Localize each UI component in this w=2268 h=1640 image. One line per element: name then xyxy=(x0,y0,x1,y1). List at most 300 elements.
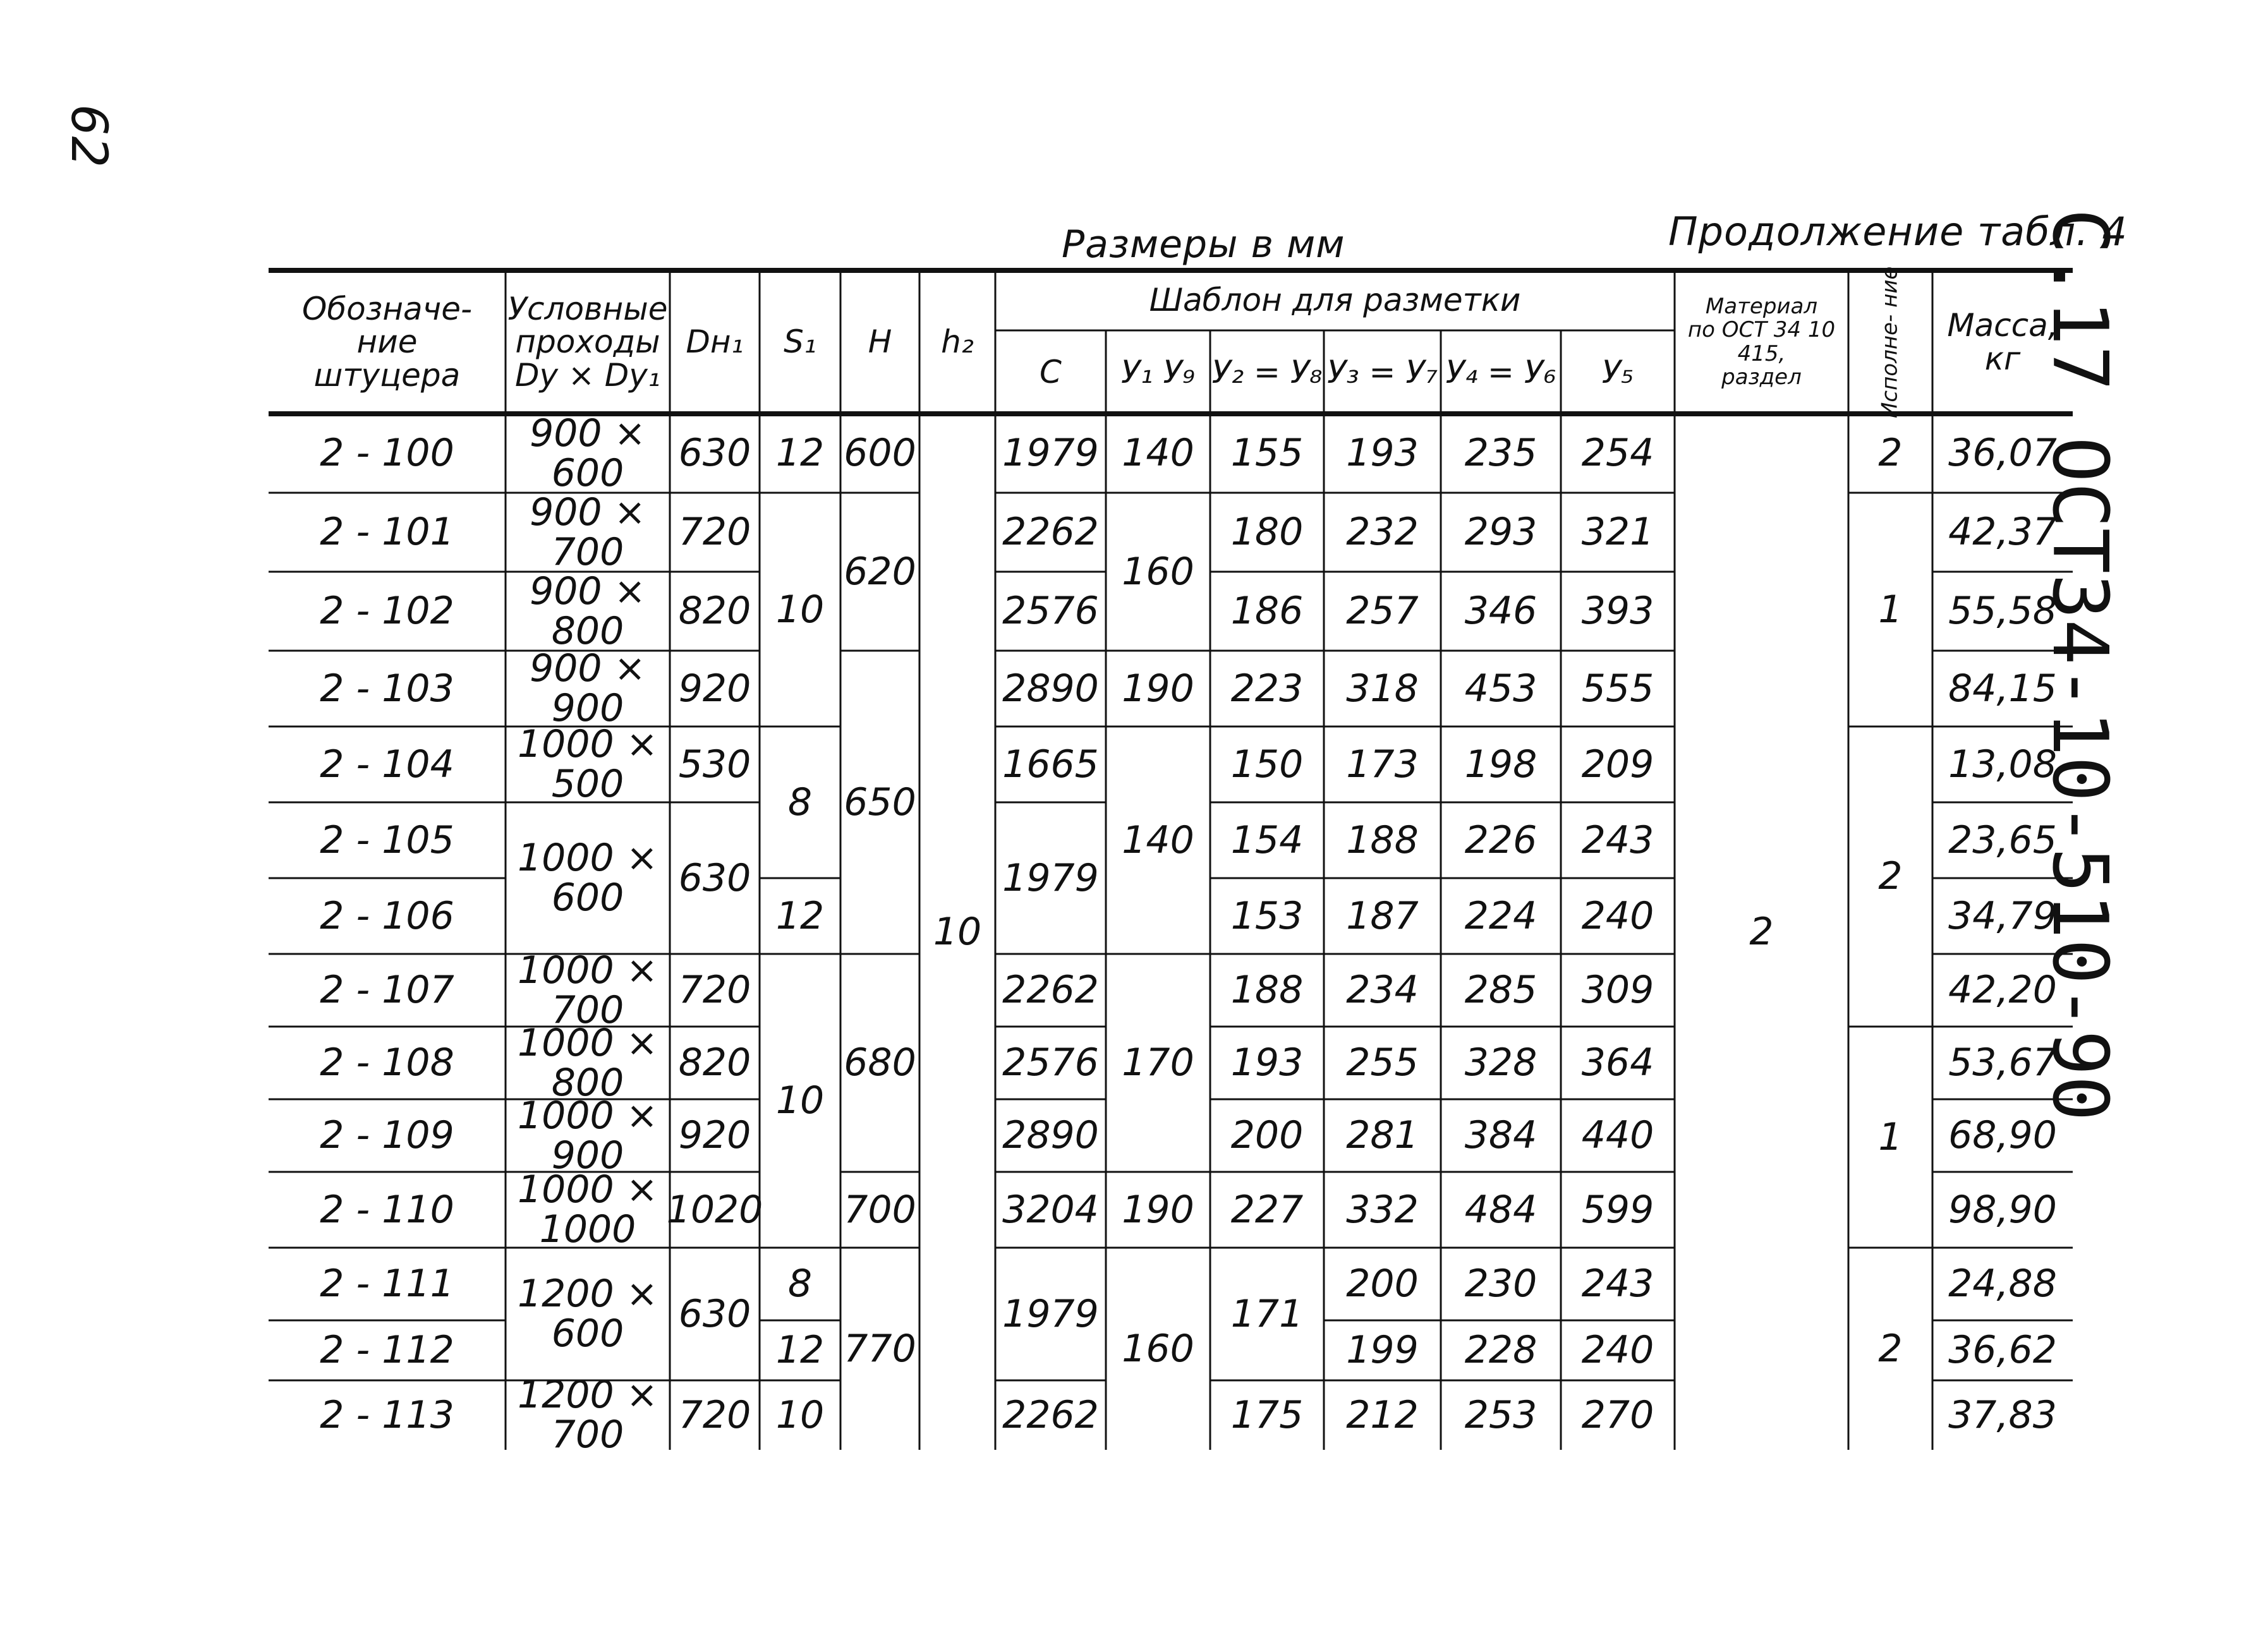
cell-y5-text: 254 xyxy=(1581,431,1654,475)
cell-dn1-text: 920 xyxy=(678,666,751,711)
cell-y4-y6 xyxy=(1441,493,1561,572)
cell-y5 xyxy=(1561,1380,1675,1450)
cell-y4-y6-text: 235 xyxy=(1464,431,1537,475)
header-y2-y8 xyxy=(1210,330,1324,414)
header-y4-y6-text: У₄ = У₆ xyxy=(1445,353,1556,390)
cell-passages-text: 900 × 600 xyxy=(530,411,646,495)
cell-y4-y6-text: 293 xyxy=(1464,510,1537,554)
cell-y3-y7 xyxy=(1324,1320,1441,1380)
cell-dn1 xyxy=(670,1248,760,1380)
cell-mass-text: 98,90 xyxy=(1948,1187,2057,1232)
cell-designation xyxy=(269,727,506,802)
cell-mass-text: 37,83 xyxy=(1948,1392,2057,1437)
cell-y4-y6-text: 228 xyxy=(1464,1328,1537,1372)
cell-y3-y7 xyxy=(1324,954,1441,1027)
cell-dn1-text: 720 xyxy=(678,968,751,1012)
cell-y5-text: 209 xyxy=(1581,742,1654,787)
cell-designation xyxy=(269,1027,506,1099)
cell-version xyxy=(1848,493,1932,727)
cell-y5 xyxy=(1561,1027,1675,1099)
cell-y4-y6-text: 224 xyxy=(1464,893,1537,938)
cell-y2-y8 xyxy=(1210,1099,1324,1172)
cell-y3-y7 xyxy=(1324,1248,1441,1320)
cell-s1-text: 8 xyxy=(787,780,813,824)
cell-version-text: 1 xyxy=(1878,1114,1903,1159)
cell-y4-y6-text: 328 xyxy=(1464,1040,1537,1085)
header-s1 xyxy=(760,270,840,414)
cell-h2-text: 10 xyxy=(933,909,982,954)
cell-dn1-text: 1020 xyxy=(666,1187,763,1232)
cell-c xyxy=(995,493,1106,572)
cell-y2-y8 xyxy=(1210,1172,1324,1248)
header-h2-text: h₂ xyxy=(941,323,974,361)
cell-y1-y9-text: 140 xyxy=(1122,431,1194,475)
cell-passages xyxy=(506,1020,670,1105)
cell-version xyxy=(1848,1248,1932,1450)
cell-passages xyxy=(506,722,670,806)
header-version xyxy=(1848,266,1932,418)
cell-y3-y7 xyxy=(1324,1099,1441,1172)
table-continuation-label: Продолжение табл. 4 xyxy=(1668,208,2128,255)
header-y3-y7 xyxy=(1324,330,1441,414)
cell-mass xyxy=(1932,493,2073,572)
cell-mass-text: 34,79 xyxy=(1948,893,2057,938)
cell-y2-y8-text: 186 xyxy=(1230,589,1304,633)
cell-y5-text: 243 xyxy=(1581,1262,1654,1306)
cell-mass-text: 24,88 xyxy=(1948,1262,2057,1306)
cell-y5-text: 393 xyxy=(1581,589,1654,633)
cell-y5 xyxy=(1561,651,1675,727)
cell-passages-text: 900 × 700 xyxy=(530,490,646,574)
header-y5-text: У₅ xyxy=(1601,353,1634,390)
cell-dn1 xyxy=(666,1172,763,1248)
cell-y2-y8-text: 155 xyxy=(1230,431,1304,475)
cell-h xyxy=(840,414,919,493)
cell-mass-text: 53,67 xyxy=(1948,1040,2057,1085)
cell-passages xyxy=(506,1248,670,1380)
cell-y4-y6-text: 346 xyxy=(1464,589,1537,633)
cell-y2-y8-text: 227 xyxy=(1230,1187,1304,1232)
cell-mass-text: 68,90 xyxy=(1948,1113,2057,1157)
cell-y4-y6 xyxy=(1441,1320,1561,1380)
header-h-text: H xyxy=(868,323,892,361)
cell-s1-text: 12 xyxy=(775,1328,825,1372)
cell-y2-y8 xyxy=(1210,878,1324,954)
cell-y2-y8 xyxy=(1210,727,1324,802)
cell-y2-y8 xyxy=(1210,651,1324,727)
cell-y2-y8-text: 171 xyxy=(1230,1291,1304,1336)
cell-y3-y7-text: 173 xyxy=(1346,742,1419,787)
sizes-caption: Размеры в мм xyxy=(1062,222,1345,267)
cell-y5-text: 270 xyxy=(1581,1392,1654,1437)
cell-h xyxy=(840,954,919,1172)
cell-y4-y6 xyxy=(1441,878,1561,954)
cell-y4-y6 xyxy=(1441,414,1561,493)
cell-passages-text: 1200 × 700 xyxy=(517,1373,658,1457)
cell-s1-text: 10 xyxy=(775,1078,825,1123)
cell-mass-text: 13,08 xyxy=(1948,742,2057,787)
cell-dn1-text: 720 xyxy=(678,1392,751,1437)
cell-y3-y7 xyxy=(1324,651,1441,727)
cell-designation-text: 2 - 102 xyxy=(320,589,454,633)
cell-passages xyxy=(506,1093,670,1178)
cell-y4-y6-text: 384 xyxy=(1464,1113,1537,1157)
cell-y1-y9-text: 190 xyxy=(1122,666,1194,711)
cell-y4-y6-text: 226 xyxy=(1464,817,1537,862)
header-y4-y6 xyxy=(1441,330,1561,414)
doc-code-standard: ОСТ34-10-510-90 xyxy=(2035,437,2123,1121)
cell-c xyxy=(995,727,1106,802)
cell-passages xyxy=(506,490,670,574)
cell-y3-y7-text: 199 xyxy=(1346,1328,1419,1372)
cell-y4-y6 xyxy=(1441,1380,1561,1450)
cell-y4-y6-text: 484 xyxy=(1464,1187,1537,1232)
cell-s1 xyxy=(760,1320,840,1380)
header-y3-y7-text: У₃ = У₇ xyxy=(1327,353,1438,390)
cell-mass xyxy=(1932,572,2073,651)
cell-y5 xyxy=(1561,1320,1675,1380)
header-dn1 xyxy=(670,270,760,414)
cell-c xyxy=(995,414,1106,493)
cell-dn1-text: 820 xyxy=(678,1040,751,1085)
header-h xyxy=(840,270,919,414)
cell-passages-text: 1000 × 700 xyxy=(517,948,658,1032)
cell-y4-y6-text: 230 xyxy=(1464,1262,1537,1306)
cell-y3-y7 xyxy=(1324,878,1441,954)
cell-version-text: 2 xyxy=(1878,854,1903,898)
cell-version-text: 1 xyxy=(1878,587,1903,632)
cell-c xyxy=(995,1248,1106,1380)
cell-designation xyxy=(269,1099,506,1172)
cell-y1-y9 xyxy=(1106,1172,1210,1248)
header-y2-y8-text: У₂ = У₈ xyxy=(1211,353,1323,390)
cell-y5-text: 440 xyxy=(1581,1113,1654,1157)
cell-y3-y7-text: 255 xyxy=(1346,1040,1419,1085)
cell-y5-text: 555 xyxy=(1581,666,1654,711)
cell-y3-y7-text: 318 xyxy=(1346,666,1419,711)
cell-passages xyxy=(506,646,670,730)
header-y5 xyxy=(1561,330,1675,414)
cell-y4-y6 xyxy=(1441,572,1561,651)
cell-y3-y7 xyxy=(1324,1172,1441,1248)
cell-c xyxy=(995,651,1106,727)
cell-y3-y7 xyxy=(1324,1380,1441,1450)
cell-designation-text: 2 - 113 xyxy=(320,1392,454,1437)
cell-dn1-text: 630 xyxy=(678,1291,751,1336)
cell-mass-text: 55,58 xyxy=(1948,589,2057,633)
header-h2 xyxy=(919,270,995,414)
cell-y5 xyxy=(1561,878,1675,954)
cell-c-text: 2576 xyxy=(1002,589,1099,633)
cell-dn1 xyxy=(670,727,760,802)
cell-designation-text: 2 - 109 xyxy=(320,1113,454,1157)
cell-y2-y8 xyxy=(1210,493,1324,572)
cell-y5 xyxy=(1561,727,1675,802)
cell-version xyxy=(1848,727,1932,1027)
cell-designation-text: 2 - 110 xyxy=(320,1187,454,1232)
cell-mass xyxy=(1932,802,2073,878)
header-y1-y9-text: У₁ У₉ xyxy=(1121,353,1195,390)
header-designation xyxy=(269,270,506,414)
cell-mass-text: 84,15 xyxy=(1948,666,2057,711)
cell-passages xyxy=(506,1167,670,1251)
header-material xyxy=(1675,270,1848,414)
header-passages xyxy=(506,270,670,414)
cell-y2-y8-text: 223 xyxy=(1230,666,1304,711)
cell-h-text: 770 xyxy=(844,1326,916,1371)
cell-designation-text: 2 - 100 xyxy=(320,431,454,475)
cell-dn1-text: 630 xyxy=(678,431,751,475)
cell-c-text: 1665 xyxy=(1002,742,1099,787)
cell-dn1-text: 920 xyxy=(678,1113,751,1157)
cell-y2-y8-text: 153 xyxy=(1230,893,1304,938)
cell-designation-text: 2 - 103 xyxy=(320,666,454,711)
cell-y5-text: 243 xyxy=(1581,817,1654,862)
cell-y1-y9 xyxy=(1106,414,1210,493)
cell-y5-text: 309 xyxy=(1581,968,1654,1012)
cell-s1-text: 10 xyxy=(775,587,825,632)
cell-y3-y7-text: 332 xyxy=(1346,1187,1419,1232)
cell-mass xyxy=(1932,1027,2073,1099)
cell-y4-y6-text: 253 xyxy=(1464,1392,1537,1437)
cell-c-text: 1979 xyxy=(1002,855,1099,900)
cell-y2-y8 xyxy=(1210,414,1324,493)
cell-y3-y7-text: 281 xyxy=(1346,1113,1419,1157)
cell-passages xyxy=(506,411,670,495)
cell-h-text: 600 xyxy=(844,431,916,475)
cell-passages-text: 1000 × 600 xyxy=(517,836,658,920)
cell-y5-text: 240 xyxy=(1581,1328,1654,1372)
cell-y4-y6 xyxy=(1441,954,1561,1027)
cell-c xyxy=(995,802,1106,954)
cell-dn1 xyxy=(670,1099,760,1172)
cell-y2-y8 xyxy=(1210,572,1324,651)
cell-designation-text: 2 - 107 xyxy=(320,968,454,1012)
header-material-text: Материал по ОСТ 34 10 415, раздел xyxy=(1687,293,1836,390)
cell-y1-y9 xyxy=(1106,651,1210,727)
cell-s1 xyxy=(760,727,840,878)
cell-y3-y7 xyxy=(1324,727,1441,802)
cell-designation-text: 2 - 112 xyxy=(320,1328,454,1372)
cell-version-text: 2 xyxy=(1878,1326,1903,1371)
cell-passages xyxy=(506,948,670,1032)
cell-c-text: 2890 xyxy=(1002,666,1099,711)
cell-y4-y6 xyxy=(1441,802,1561,878)
cell-y3-y7-text: 188 xyxy=(1346,817,1419,862)
cell-dn1-text: 630 xyxy=(678,855,751,900)
header-dn1-text: Dн₁ xyxy=(686,323,744,361)
cell-y3-y7-text: 187 xyxy=(1346,893,1419,938)
cell-y4-y6-text: 453 xyxy=(1464,666,1537,711)
cell-c xyxy=(995,1172,1106,1248)
cell-y5-text: 321 xyxy=(1581,510,1654,554)
cell-y3-y7-text: 232 xyxy=(1346,510,1419,554)
cell-h2 xyxy=(919,414,995,1450)
cell-s1-text: 10 xyxy=(775,1392,825,1437)
header-template-group-text: Шаблон для разметки xyxy=(1149,282,1521,319)
cell-y4-y6-text: 285 xyxy=(1464,968,1537,1012)
cell-designation xyxy=(269,414,506,493)
cell-s1 xyxy=(760,414,840,493)
cell-passages-text: 1000 × 800 xyxy=(517,1020,658,1105)
cell-passages-text: 900 × 800 xyxy=(530,569,646,653)
cell-s1 xyxy=(760,493,840,727)
cell-y5 xyxy=(1561,1172,1675,1248)
cell-c xyxy=(995,1380,1106,1450)
cell-y2-y8 xyxy=(1210,802,1324,878)
cell-h xyxy=(840,1248,919,1450)
cell-mass-text: 42,20 xyxy=(1948,968,2057,1012)
cell-y2-y8 xyxy=(1210,1027,1324,1099)
cell-h xyxy=(840,1172,919,1248)
cell-version xyxy=(1848,1027,1932,1248)
cell-s1 xyxy=(760,1380,840,1450)
cell-designation-text: 2 - 104 xyxy=(320,742,454,787)
cell-mass-text: 42,37 xyxy=(1948,510,2057,554)
cell-designation xyxy=(269,1380,506,1450)
cell-designation xyxy=(269,954,506,1027)
cell-material xyxy=(1675,414,1848,1450)
cell-y2-y8-text: 150 xyxy=(1230,742,1304,787)
header-s1-text: S₁ xyxy=(784,323,816,361)
cell-y3-y7-text: 257 xyxy=(1346,589,1419,633)
cell-y1-y9-text: 160 xyxy=(1122,549,1194,594)
cell-designation-text: 2 - 101 xyxy=(320,510,454,554)
cell-h-text: 620 xyxy=(844,549,916,594)
cell-y2-y8-text: 180 xyxy=(1230,510,1304,554)
cell-passages xyxy=(506,802,670,954)
cell-dn1-text: 720 xyxy=(678,510,751,554)
cell-mass xyxy=(1932,1099,2073,1172)
header-c-text: C xyxy=(1040,353,1062,390)
cell-y5 xyxy=(1561,802,1675,878)
header-passages-text: Условные проходы Dу × Dу₁ xyxy=(507,290,668,394)
cell-y2-y8-text: 154 xyxy=(1230,817,1304,862)
cell-y5 xyxy=(1561,954,1675,1027)
cell-dn1 xyxy=(670,493,760,572)
cell-mass-text: 36,62 xyxy=(1948,1328,2057,1372)
cell-mass xyxy=(1932,651,2073,727)
cell-y4-y6 xyxy=(1441,1248,1561,1320)
cell-passages xyxy=(506,1373,670,1457)
cell-y4-y6-text: 198 xyxy=(1464,742,1537,787)
cell-y5 xyxy=(1561,1099,1675,1172)
cell-dn1-text: 530 xyxy=(678,742,751,787)
cell-y4-y6 xyxy=(1441,1099,1561,1172)
cell-h-text: 650 xyxy=(844,780,916,824)
cell-y3-y7 xyxy=(1324,572,1441,651)
doc-code-prefix: С.17 xyxy=(2035,208,2123,391)
cell-s1-text: 12 xyxy=(775,893,825,938)
cell-s1 xyxy=(760,878,840,954)
cell-passages-text: 1200 × 600 xyxy=(517,1272,658,1356)
cell-version-text: 2 xyxy=(1878,431,1903,475)
header-c xyxy=(995,330,1106,414)
cell-c-text: 2890 xyxy=(1002,1113,1099,1157)
cell-s1 xyxy=(760,1248,840,1320)
cell-mass xyxy=(1932,1172,2073,1248)
cell-mass xyxy=(1932,1380,2073,1450)
cell-designation xyxy=(269,802,506,878)
cell-c-text: 1979 xyxy=(1002,1291,1099,1336)
cell-y5-text: 599 xyxy=(1581,1187,1654,1232)
cell-c-text: 2576 xyxy=(1002,1040,1099,1085)
cell-mass xyxy=(1932,954,2073,1027)
cell-c-text: 1979 xyxy=(1002,431,1099,475)
header-mass xyxy=(1932,270,2073,414)
cell-y2-y8-text: 200 xyxy=(1230,1113,1304,1157)
cell-designation-text: 2 - 108 xyxy=(320,1040,454,1085)
cell-y3-y7-text: 200 xyxy=(1346,1262,1419,1306)
cell-s1 xyxy=(760,954,840,1248)
cell-y2-y8 xyxy=(1210,954,1324,1027)
cell-designation-text: 2 - 111 xyxy=(320,1262,454,1306)
cell-mass xyxy=(1932,414,2073,493)
cell-designation xyxy=(269,651,506,727)
cell-y5-text: 364 xyxy=(1581,1040,1654,1085)
cell-y1-y9 xyxy=(1106,1248,1210,1450)
cell-y1-y9 xyxy=(1106,727,1210,954)
header-y1-y9 xyxy=(1106,330,1210,414)
cell-c-text: 2262 xyxy=(1002,1392,1099,1437)
cell-c xyxy=(995,1099,1106,1172)
cell-h-text: 680 xyxy=(844,1040,916,1085)
cell-y1-y9-text: 170 xyxy=(1122,1040,1194,1085)
cell-designation xyxy=(269,1248,506,1320)
cell-y2-y8 xyxy=(1210,1248,1324,1380)
cell-dn1-text: 820 xyxy=(678,589,751,633)
cell-designation xyxy=(269,1172,506,1248)
cell-designation xyxy=(269,493,506,572)
cell-designation-text: 2 - 105 xyxy=(320,817,454,862)
cell-y5-text: 240 xyxy=(1581,893,1654,938)
cell-mass xyxy=(1932,878,2073,954)
cell-y2-y8 xyxy=(1210,1380,1324,1450)
cell-mass-text: 36,07 xyxy=(1948,431,2057,475)
cell-c-text: 2262 xyxy=(1002,968,1099,1012)
cell-mass xyxy=(1932,1320,2073,1380)
cell-dn1 xyxy=(670,1027,760,1099)
cell-y3-y7 xyxy=(1324,414,1441,493)
cell-y5 xyxy=(1561,414,1675,493)
cell-dn1 xyxy=(670,651,760,727)
header-version-text: Исполне- ние xyxy=(1877,266,1903,418)
cell-y1-y9-text: 140 xyxy=(1122,817,1194,862)
cell-y5 xyxy=(1561,493,1675,572)
cell-y2-y8-text: 188 xyxy=(1230,968,1304,1012)
cell-version xyxy=(1848,414,1932,493)
cell-passages-text: 1000 × 500 xyxy=(517,722,658,806)
header-designation-text: Обозначе- ние штуцера xyxy=(301,290,473,394)
cell-y1-y9 xyxy=(1106,954,1210,1172)
cell-c xyxy=(995,1027,1106,1099)
cell-h xyxy=(840,651,919,954)
cell-passages xyxy=(506,569,670,653)
cell-s1-text: 12 xyxy=(775,431,825,475)
cell-c-text: 2262 xyxy=(1002,510,1099,554)
cell-y3-y7-text: 212 xyxy=(1346,1392,1419,1437)
cell-h-text: 700 xyxy=(844,1187,916,1232)
cell-y4-y6 xyxy=(1441,1027,1561,1099)
page-number: 62 xyxy=(60,104,117,169)
cell-passages-text: 1000 × 1000 xyxy=(517,1167,658,1251)
cell-designation xyxy=(269,878,506,954)
header-template-group xyxy=(995,270,1675,330)
cell-s1-text: 8 xyxy=(787,1262,813,1306)
cell-mass-text: 23,65 xyxy=(1948,817,2057,862)
cell-dn1 xyxy=(670,414,760,493)
cell-y3-y7-text: 193 xyxy=(1346,431,1419,475)
